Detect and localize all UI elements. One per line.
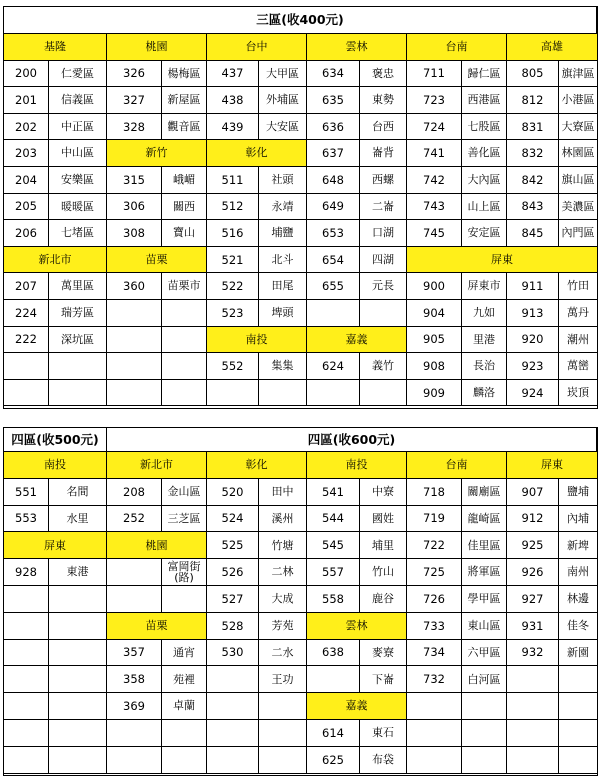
empty-cell (49, 613, 107, 640)
postal-code-cell: 653 (307, 220, 360, 247)
empty-cell (4, 380, 49, 407)
empty-cell (507, 666, 559, 693)
empty-cell (207, 693, 259, 720)
district-cell: 暖暖區 (49, 194, 107, 221)
district-cell: 大成 (259, 586, 307, 613)
empty-cell (162, 747, 207, 774)
empty-cell (559, 720, 597, 747)
district-cell: 觀音區 (162, 114, 207, 141)
district-cell: 善化區 (462, 140, 507, 167)
district-cell: 埔里 (360, 532, 407, 559)
empty-cell (360, 380, 407, 407)
postal-code-cell: 649 (307, 194, 360, 221)
region-header: 南投 (4, 452, 107, 479)
postal-code-cell: 805 (507, 61, 559, 88)
postal-code-cell: 526 (207, 559, 259, 586)
district-cell: 佳里區 (462, 532, 507, 559)
district-cell: 水里 (49, 506, 107, 533)
postal-code-cell: 358 (107, 666, 162, 693)
postal-code-cell: 315 (107, 167, 162, 194)
empty-cell (107, 327, 162, 354)
postal-code-cell: 624 (307, 353, 360, 380)
district-cell: 將軍區 (462, 559, 507, 586)
postal-code-cell: 732 (407, 666, 462, 693)
postal-code-cell: 913 (507, 300, 559, 327)
region-header: 雲林 (307, 34, 407, 61)
postal-code-cell: 923 (507, 353, 559, 380)
district-cell: 關廟區 (462, 479, 507, 506)
zone3-table (3, 6, 598, 409)
zone4-table (3, 427, 598, 776)
postal-code-cell: 551 (4, 479, 49, 506)
postal-code-cell: 369 (107, 693, 162, 720)
district-cell: 苑裡 (162, 666, 207, 693)
empty-cell (162, 327, 207, 354)
empty-cell (162, 380, 207, 407)
postal-code-cell: 438 (207, 87, 259, 114)
district-cell: 小港區 (559, 87, 597, 114)
postal-code-cell: 924 (507, 380, 559, 407)
empty-cell (107, 380, 162, 407)
district-cell: 田中 (259, 479, 307, 506)
postal-code-cell: 308 (107, 220, 162, 247)
district-cell: 苗栗市 (162, 273, 207, 300)
empty-cell (49, 747, 107, 774)
postal-code-cell: 726 (407, 586, 462, 613)
postal-code-cell: 521 (207, 247, 259, 274)
empty-cell (4, 666, 49, 693)
empty-cell (49, 353, 107, 380)
postal-code-cell: 516 (207, 220, 259, 247)
postal-code-cell: 742 (407, 167, 462, 194)
region-header: 嘉義 (307, 693, 407, 720)
region-header: 基隆 (4, 34, 107, 61)
district-cell: 埤頭 (259, 300, 307, 327)
district-cell: 義竹 (360, 353, 407, 380)
empty-cell (107, 300, 162, 327)
region-header: 苗栗 (107, 247, 207, 274)
district-cell: 永靖 (259, 194, 307, 221)
district-cell: 二崙 (360, 194, 407, 221)
postal-code-cell: 437 (207, 61, 259, 88)
district-cell: 崙背 (360, 140, 407, 167)
district-cell: 九如 (462, 300, 507, 327)
empty-cell (107, 586, 162, 613)
district-cell: 歸仁區 (462, 61, 507, 88)
region-header: 台南 (407, 34, 507, 61)
district-cell: 台西 (360, 114, 407, 141)
district-cell: 社頭 (259, 167, 307, 194)
postal-code-cell: 200 (4, 61, 49, 88)
district-cell: 寶山 (162, 220, 207, 247)
district-cell: 林邊 (559, 586, 597, 613)
district-cell: 內門區 (559, 220, 597, 247)
postal-code-cell: 734 (407, 640, 462, 667)
empty-cell (259, 693, 307, 720)
postal-code-cell: 557 (307, 559, 360, 586)
postal-code-cell: 905 (407, 327, 462, 354)
postal-code-cell: 637 (307, 140, 360, 167)
postal-code-cell: 928 (4, 559, 49, 586)
region-header: 台南 (407, 452, 507, 479)
postal-code-cell: 927 (507, 586, 559, 613)
region-header: 新北市 (107, 452, 207, 479)
empty-cell (407, 693, 462, 720)
postal-code-cell: 920 (507, 327, 559, 354)
district-cell: 大寮區 (559, 114, 597, 141)
district-cell: 布袋 (360, 747, 407, 774)
empty-cell (162, 300, 207, 327)
district-cell: 大安區 (259, 114, 307, 141)
district-cell: 萬巒 (559, 353, 597, 380)
empty-cell (49, 586, 107, 613)
empty-cell (507, 747, 559, 774)
empty-cell (307, 300, 360, 327)
district-cell: 崁頂 (559, 380, 597, 407)
district-cell: 元長 (360, 273, 407, 300)
postal-code-cell: 439 (207, 114, 259, 141)
empty-cell (49, 720, 107, 747)
postal-code-cell: 544 (307, 506, 360, 533)
district-cell: 褒忠 (360, 61, 407, 88)
empty-cell (49, 640, 107, 667)
empty-cell (407, 720, 462, 747)
postal-code-cell: 832 (507, 140, 559, 167)
empty-cell (207, 720, 259, 747)
postal-code-cell: 654 (307, 247, 360, 274)
district-cell: 林園區 (559, 140, 597, 167)
empty-cell (49, 380, 107, 407)
postal-code-cell: 636 (307, 114, 360, 141)
postal-code-cell: 201 (4, 87, 49, 114)
empty-cell (4, 720, 49, 747)
district-cell: 中正區 (49, 114, 107, 141)
district-cell: 中寮 (360, 479, 407, 506)
postal-code-cell: 525 (207, 532, 259, 559)
district-cell: 安定區 (462, 220, 507, 247)
district-cell: 東勢 (360, 87, 407, 114)
postal-code-cell: 743 (407, 194, 462, 221)
empty-cell (107, 353, 162, 380)
region-header: 屏東 (4, 532, 107, 559)
postal-code-cell: 733 (407, 613, 462, 640)
postal-code-cell: 207 (4, 273, 49, 300)
district-cell: 西螺 (360, 167, 407, 194)
empty-cell (4, 640, 49, 667)
zone3-title: 三區(收400元) (4, 7, 597, 34)
region-header: 雲林 (307, 613, 407, 640)
district-cell: 佳冬 (559, 613, 597, 640)
district-cell: 東石 (360, 720, 407, 747)
district-cell: 旗山區 (559, 167, 597, 194)
district-cell: 旗津區 (559, 61, 597, 88)
postal-code-cell: 204 (4, 167, 49, 194)
district-cell: 萬丹 (559, 300, 597, 327)
postal-code-cell: 655 (307, 273, 360, 300)
empty-cell (4, 693, 49, 720)
postal-code-cell: 719 (407, 506, 462, 533)
district-cell: 富岡街 (路) (162, 559, 207, 586)
empty-cell (162, 720, 207, 747)
postal-code-cell: 327 (107, 87, 162, 114)
region-header: 台中 (207, 34, 307, 61)
empty-cell (559, 747, 597, 774)
postal-code-cell: 206 (4, 220, 49, 247)
zone4-500-title: 四區(收500元) (4, 428, 107, 452)
postal-code-cell: 512 (207, 194, 259, 221)
district-cell: 四湖 (360, 247, 407, 274)
empty-cell (307, 666, 360, 693)
postal-code-cell: 912 (507, 506, 559, 533)
district-cell: 竹塘 (259, 532, 307, 559)
postal-code-cell: 711 (407, 61, 462, 88)
postal-code-cell: 326 (107, 61, 162, 88)
empty-cell (307, 380, 360, 407)
region-header: 桃園 (107, 532, 207, 559)
postal-code-cell: 523 (207, 300, 259, 327)
region-header: 屏東 (507, 452, 597, 479)
postal-code-cell: 528 (207, 613, 259, 640)
postal-code-cell: 648 (307, 167, 360, 194)
district-cell: 鹽埔 (559, 479, 597, 506)
postal-code-cell: 904 (407, 300, 462, 327)
postal-code-cell: 722 (407, 532, 462, 559)
district-cell: 卓蘭 (162, 693, 207, 720)
empty-cell (4, 586, 49, 613)
empty-cell (360, 300, 407, 327)
postal-code-cell: 545 (307, 532, 360, 559)
district-cell: 潮州 (559, 327, 597, 354)
district-cell: 集集 (259, 353, 307, 380)
postal-code-cell: 718 (407, 479, 462, 506)
empty-cell (49, 666, 107, 693)
postal-code-cell: 908 (407, 353, 462, 380)
postal-code-cell: 328 (107, 114, 162, 141)
empty-cell (207, 380, 259, 407)
postal-code-cell: 911 (507, 273, 559, 300)
district-cell: 安樂區 (49, 167, 107, 194)
postal-code-cell: 925 (507, 532, 559, 559)
district-cell: 東山區 (462, 613, 507, 640)
district-cell: 竹山 (360, 559, 407, 586)
region-header: 彰化 (207, 452, 307, 479)
postal-code-cell: 745 (407, 220, 462, 247)
postal-code-cell: 625 (307, 747, 360, 774)
region-header: 嘉義 (307, 327, 407, 354)
empty-cell (259, 747, 307, 774)
district-cell: 大內區 (462, 167, 507, 194)
region-header: 高雄 (507, 34, 597, 61)
postal-code-cell: 909 (407, 380, 462, 407)
empty-cell (207, 666, 259, 693)
district-cell: 仁愛區 (49, 61, 107, 88)
district-cell: 山上區 (462, 194, 507, 221)
postal-code-cell: 614 (307, 720, 360, 747)
empty-cell (259, 380, 307, 407)
district-cell: 麟洛 (462, 380, 507, 407)
postal-code-cell: 203 (4, 140, 49, 167)
postal-code-cell: 842 (507, 167, 559, 194)
district-cell: 北斗 (259, 247, 307, 274)
postal-code-cell: 541 (307, 479, 360, 506)
empty-cell (107, 559, 162, 586)
empty-cell (107, 720, 162, 747)
postal-code-cell: 931 (507, 613, 559, 640)
postal-code-cell: 907 (507, 479, 559, 506)
postal-code-cell: 932 (507, 640, 559, 667)
postal-code-cell: 553 (4, 506, 49, 533)
empty-cell (4, 613, 49, 640)
empty-cell (4, 747, 49, 774)
district-cell: 溪州 (259, 506, 307, 533)
district-cell: 龍崎區 (462, 506, 507, 533)
district-cell: 峨嵋 (162, 167, 207, 194)
empty-cell (107, 747, 162, 774)
district-cell: 長治 (462, 353, 507, 380)
empty-cell (49, 693, 107, 720)
postal-code-cell: 812 (507, 87, 559, 114)
district-cell: 屏東市 (462, 273, 507, 300)
postal-code-cell: 831 (507, 114, 559, 141)
postal-code-cell: 638 (307, 640, 360, 667)
empty-cell (462, 693, 507, 720)
postal-code-cell: 208 (107, 479, 162, 506)
postal-code-cell: 224 (4, 300, 49, 327)
district-cell: 學甲區 (462, 586, 507, 613)
empty-cell (162, 586, 207, 613)
district-cell: 竹田 (559, 273, 597, 300)
postal-code-cell: 845 (507, 220, 559, 247)
district-cell: 新園 (559, 640, 597, 667)
postal-code-cell: 520 (207, 479, 259, 506)
postal-code-cell: 530 (207, 640, 259, 667)
empty-cell (462, 720, 507, 747)
district-cell: 里港 (462, 327, 507, 354)
postal-code-cell: 634 (307, 61, 360, 88)
empty-cell (407, 747, 462, 774)
empty-cell (462, 747, 507, 774)
district-cell: 白河區 (462, 666, 507, 693)
empty-cell (507, 693, 559, 720)
postal-code-cell: 524 (207, 506, 259, 533)
postal-code-cell: 725 (407, 559, 462, 586)
postal-code-cell: 723 (407, 87, 462, 114)
postal-code-cell: 360 (107, 273, 162, 300)
postal-code-cell: 552 (207, 353, 259, 380)
district-cell: 中山區 (49, 140, 107, 167)
postal-code-cell: 926 (507, 559, 559, 586)
district-cell: 信義區 (49, 87, 107, 114)
district-cell: 瑞芳區 (49, 300, 107, 327)
region-header: 屏東 (407, 247, 597, 274)
district-cell: 七股區 (462, 114, 507, 141)
empty-cell (559, 666, 597, 693)
district-cell: 麥寮 (360, 640, 407, 667)
region-header: 苗栗 (107, 613, 207, 640)
postal-code-cell: 843 (507, 194, 559, 221)
district-cell: 三芝區 (162, 506, 207, 533)
postal-code-cell: 522 (207, 273, 259, 300)
district-cell: 王功 (259, 666, 307, 693)
district-cell: 西港區 (462, 87, 507, 114)
district-cell: 芳苑 (259, 613, 307, 640)
region-header: 南投 (207, 327, 307, 354)
district-cell: 國姓 (360, 506, 407, 533)
region-header: 桃園 (107, 34, 207, 61)
district-cell: 通宵 (162, 640, 207, 667)
district-cell: 新埤 (559, 532, 597, 559)
postal-code-cell: 900 (407, 273, 462, 300)
postal-code-cell: 527 (207, 586, 259, 613)
postal-code-cell: 252 (107, 506, 162, 533)
district-cell: 口湖 (360, 220, 407, 247)
district-cell: 新屋區 (162, 87, 207, 114)
empty-cell (507, 720, 559, 747)
empty-cell (207, 747, 259, 774)
region-header: 新北市 (4, 247, 107, 274)
district-cell: 南州 (559, 559, 597, 586)
region-header: 南投 (307, 452, 407, 479)
postal-code-cell: 724 (407, 114, 462, 141)
district-cell: 金山區 (162, 479, 207, 506)
district-cell: 七堵區 (49, 220, 107, 247)
district-cell: 外埔區 (259, 87, 307, 114)
district-cell: 美濃區 (559, 194, 597, 221)
district-cell: 埔鹽 (259, 220, 307, 247)
district-cell: 鹿谷 (360, 586, 407, 613)
district-cell: 六甲區 (462, 640, 507, 667)
empty-cell (4, 353, 49, 380)
district-cell: 深坑區 (49, 327, 107, 354)
empty-cell (259, 720, 307, 747)
postal-code-cell: 222 (4, 327, 49, 354)
postal-code-cell: 306 (107, 194, 162, 221)
postal-code-cell: 741 (407, 140, 462, 167)
empty-cell (162, 353, 207, 380)
postal-code-cell: 558 (307, 586, 360, 613)
empty-cell (559, 693, 597, 720)
district-cell: 大甲區 (259, 61, 307, 88)
region-header: 彰化 (207, 140, 307, 167)
district-cell: 田尾 (259, 273, 307, 300)
zone4-600-title: 四區(收600元) (107, 428, 597, 452)
postal-code-cell: 202 (4, 114, 49, 141)
district-cell: 下崙 (360, 666, 407, 693)
district-cell: 名間 (49, 479, 107, 506)
district-cell: 內埔 (559, 506, 597, 533)
district-cell: 二水 (259, 640, 307, 667)
district-cell: 東港 (49, 559, 107, 586)
district-cell: 楊梅區 (162, 61, 207, 88)
district-cell: 關西 (162, 194, 207, 221)
postal-code-cell: 205 (4, 194, 49, 221)
district-cell: 二林 (259, 559, 307, 586)
postal-code-cell: 357 (107, 640, 162, 667)
region-header: 新竹 (107, 140, 207, 167)
district-cell: 萬里區 (49, 273, 107, 300)
postal-code-cell: 635 (307, 87, 360, 114)
postal-code-cell: 511 (207, 167, 259, 194)
